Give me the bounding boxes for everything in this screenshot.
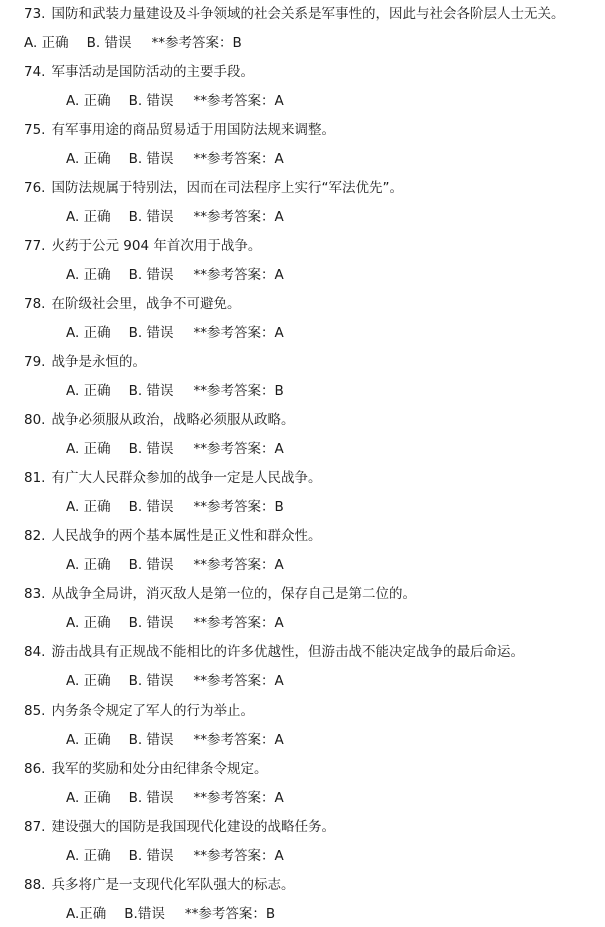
question-80 (24, 411, 294, 429)
question-text: 国防和武装力量建设及斗争领域的社会关系是军事性的，因此与社会各阶层人士无关。 (51, 6, 565, 22)
option-a: A. 正确 (66, 209, 111, 225)
option-a: A. 正确 (66, 441, 111, 457)
question-number: 88. (24, 877, 46, 893)
question-number: 73. (24, 6, 46, 22)
question-text: 兵多将广是一支现代化军队强大的标志。 (51, 877, 295, 893)
question-text: 火药于公元 904 年首次用于战争。 (51, 238, 262, 254)
option-b: B.错误 (124, 906, 165, 922)
question-text: 建设强大的国防是我国现代化建设的战略任务。 (51, 819, 335, 835)
options-85 (66, 731, 284, 749)
option-a: A. 正确 (66, 673, 111, 689)
question-text: 我军的奖励和处分由纪律条令规定。 (51, 761, 268, 777)
question-83 (24, 585, 416, 603)
option-b: B. 错误 (128, 732, 174, 748)
question-79 (24, 353, 146, 371)
option-b: B. 错误 (128, 848, 174, 864)
options-80 (66, 440, 284, 458)
question-87 (24, 818, 335, 836)
option-a: A. 正确 (66, 383, 111, 399)
question-text: 战争必须服从政治，战略必须服从政略。 (51, 412, 295, 428)
question-number: 76. (24, 180, 46, 196)
option-a: A. 正确 (66, 557, 111, 573)
option-a: A. 正确 (66, 499, 111, 515)
answer-text: **参考答案：A (193, 93, 284, 109)
option-a: A. 正确 (66, 151, 111, 167)
question-78 (24, 295, 240, 313)
answer-text: **参考答案：B (193, 383, 284, 399)
option-b: B. 错误 (128, 209, 174, 225)
question-text: 人民战争的两个基本属性是正义性和群众性。 (51, 528, 322, 544)
option-b: B. 错误 (128, 557, 174, 573)
options-74 (66, 92, 284, 110)
option-b: B. 错误 (128, 151, 174, 167)
answer-text: **参考答案：B (184, 906, 276, 922)
question-text: 有军事用途的商品贸易适于用国防法规来调整。 (51, 122, 335, 138)
answer-text: **参考答案：A (193, 325, 284, 341)
question-number: 83. (24, 586, 46, 602)
option-b: B. 错误 (128, 441, 174, 457)
question-73 (24, 5, 564, 23)
options-76 (66, 208, 284, 226)
option-b: B. 错误 (128, 499, 174, 515)
answer-text: **参考答案：B (193, 499, 284, 515)
option-b: B. 错误 (128, 267, 174, 283)
question-number: 87. (24, 819, 46, 835)
question-number: 86. (24, 761, 46, 777)
option-b: B. 错误 (128, 325, 174, 341)
options-88 (66, 905, 275, 923)
option-b: B. 错误 (128, 673, 174, 689)
option-b: B. 错误 (128, 615, 174, 631)
option-a: A. 正确 (66, 93, 111, 109)
question-number: 79. (24, 354, 46, 370)
question-number: 80. (24, 412, 46, 428)
option-b: B. 错误 (128, 790, 174, 806)
options-84 (66, 672, 284, 690)
answer-text: **参考答案：B (151, 35, 242, 51)
question-82 (24, 527, 321, 545)
option-a: A. 正确 (66, 325, 111, 341)
answer-text: **参考答案：A (193, 673, 284, 689)
answer-text: **参考答案：A (193, 151, 284, 167)
question-number: 77. (24, 238, 46, 254)
answer-text: **参考答案：A (193, 615, 284, 631)
options-78 (66, 324, 284, 342)
question-84 (24, 643, 524, 661)
question-number: 81. (24, 470, 46, 486)
options-77 (66, 266, 284, 284)
question-86 (24, 760, 267, 778)
question-77 (24, 237, 261, 255)
options-87 (66, 847, 284, 865)
answer-text: **参考答案：A (193, 441, 284, 457)
question-text: 内务条令规定了军人的行为举止。 (51, 703, 254, 719)
question-text: 有广大人民群众参加的战争一定是人民战争。 (51, 470, 322, 486)
options-79 (66, 382, 284, 400)
option-a: A.正确 (66, 906, 107, 922)
question-text: 从战争全局讲，消灭敌人是第一位的，保存自己是第二位的。 (51, 586, 416, 602)
question-text: 国防法规属于特别法，因而在司法程序上实行“军法优先”。 (51, 180, 403, 196)
question-81 (24, 469, 321, 487)
answer-text: **参考答案：A (193, 267, 284, 283)
question-85 (24, 702, 254, 720)
question-number: 84. (24, 644, 46, 660)
option-b: B. 错误 (128, 93, 174, 109)
question-74 (24, 63, 254, 81)
option-a: A. 正确 (66, 615, 111, 631)
option-a: A. 正确 (66, 732, 111, 748)
options-83 (66, 614, 284, 632)
question-76 (24, 179, 403, 197)
answer-text: **参考答案：A (193, 209, 284, 225)
option-b: B. 错误 (128, 383, 174, 399)
question-text: 战争是永恒的。 (51, 354, 146, 370)
option-a: A. 正确 (66, 267, 111, 283)
question-number: 75. (24, 122, 46, 138)
options-75 (66, 150, 284, 168)
options-86 (66, 789, 284, 807)
options-73 (24, 34, 242, 52)
option-b: B. 错误 (86, 35, 132, 51)
options-81 (66, 498, 284, 516)
question-number: 85. (24, 703, 46, 719)
question-number: 82. (24, 528, 46, 544)
question-88 (24, 876, 294, 894)
question-text: 在阶级社会里，战争不可避免。 (51, 296, 241, 312)
option-a: A. 正确 (24, 35, 69, 51)
question-number: 74. (24, 64, 46, 80)
option-a: A. 正确 (66, 848, 111, 864)
question-75 (24, 121, 335, 139)
answer-text: **参考答案：A (193, 557, 284, 573)
answer-text: **参考答案：A (193, 732, 284, 748)
question-text: 游击战具有正规战不能相比的许多优越性，但游击战不能决定战争的最后命运。 (51, 644, 524, 660)
question-text: 军事活动是国防活动的主要手段。 (51, 64, 254, 80)
question-number: 78. (24, 296, 46, 312)
answer-text: **参考答案：A (193, 848, 284, 864)
options-82 (66, 556, 284, 574)
option-a: A. 正确 (66, 790, 111, 806)
answer-text: **参考答案：A (193, 790, 284, 806)
